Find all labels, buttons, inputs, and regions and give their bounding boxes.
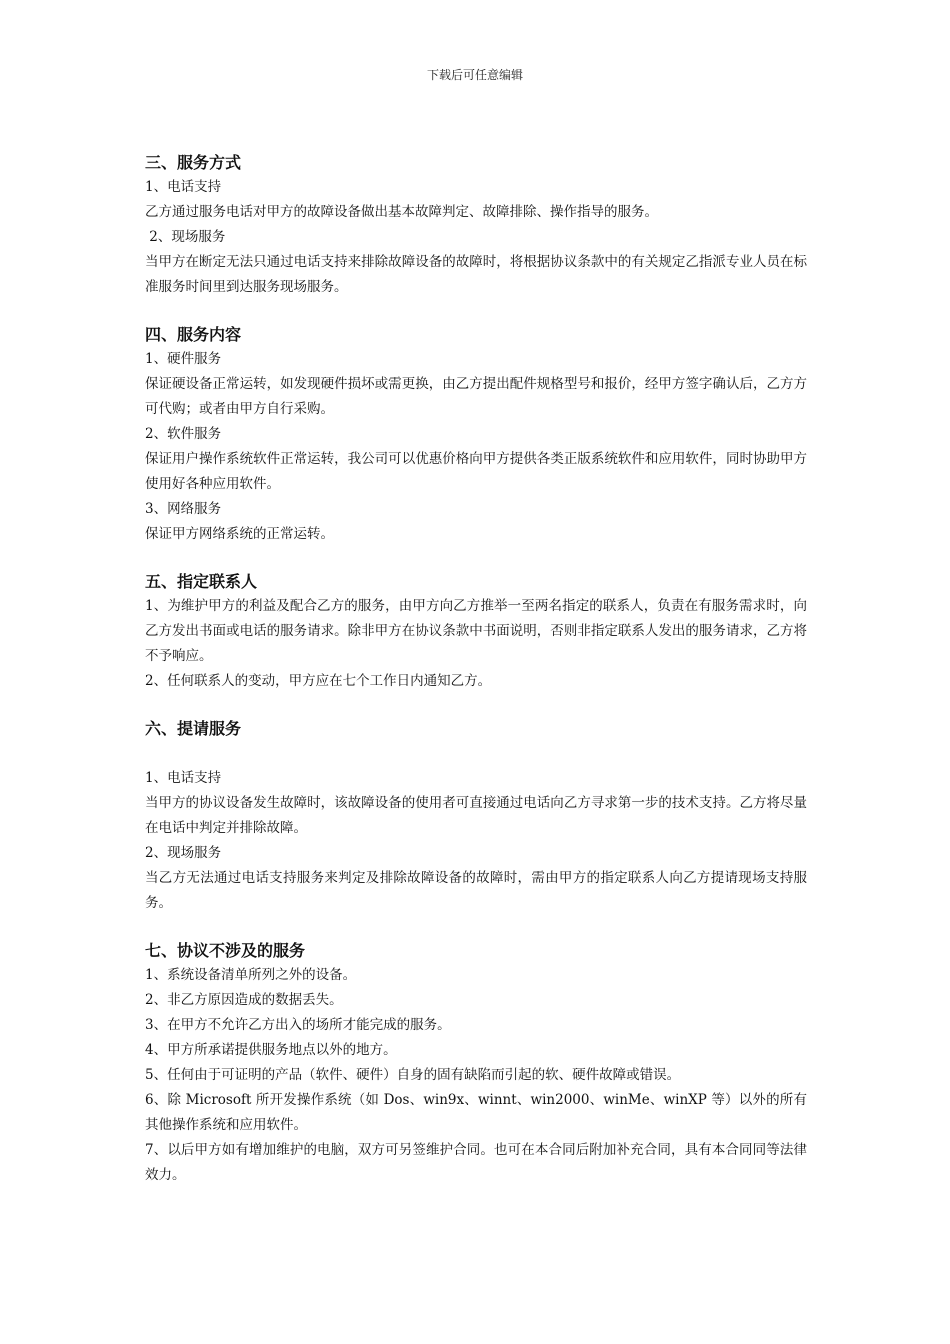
paragraph: 3、在甲方不允许乙方出入的场所才能完成的服务。 [145,1017,451,1033]
section-title: 三、服务方式 [145,153,242,172]
paragraph: 当甲方的协议设备发生故障时，该故障设备的使用者可直接通过电话向乙方寻求第一步的技术支持。乙方将尽量在电话中判定并排除故障。 [145,795,807,836]
paragraph: 6、除 Microsoft 所开发操作系统（如 Dos、win9x、winnt、win2000、winMe、winXP 等）以外的所有其他操作系统和应用软件。 [145,1092,807,1133]
paragraph: 1、为维护甲方的利益及配合乙方的服务，由甲方向乙方推举一至两名指定的联系人，负责在有服务需求时，向乙方发出书面或电话的服务请求。除非甲方在协议条款中书面说明，否则非指定联系人发出的服务请求，乙方将不予响应。 [145,598,807,664]
paragraph: 7、以后甲方如有增加维护的电脑，双方可另签维护合同。也可在本合同后附加补充合同，具有本合同同等法律效力。 [145,1142,807,1183]
section-title: 六、提请服务 [145,719,242,738]
paragraph: 保证用户操作系统软件正常运转，我公司可以优惠价格向甲方提供各类正版系统软件和应用软件，同时协助甲方使用好各种应用软件。 [145,451,807,492]
paragraph: 保证硬设备正常运转，如发现硬件损坏或需更换，由乙方提出配件规格型号和报价，经甲方签字确认后，乙方方可代购；或者由甲方自行采购。 [145,376,807,417]
paragraph: 1、电话支持 [145,179,222,195]
section-service-request [145,716,807,916]
paragraph: 2、任何联系人的变动，甲方应在七个工作日内通知乙方。 [145,673,492,689]
paragraph: 1、电话支持 [145,770,222,786]
page-header: 下载后可任意编辑 [426,68,523,82]
paragraph: 2、现场服务 [145,845,222,861]
paragraph: 当甲方在断定无法只通过电话支持来排除故障设备的故障时，将根据协议条款中的有关规定乙指派专业人员在标准服务时间里到达服务现场服务。 [145,254,807,295]
paragraph: 5、任何由于可证明的产品（软件、硬件）自身的固有缺陷而引起的软、硬件故障或错误。 [145,1067,681,1083]
paragraph: 1、系统设备清单所列之外的设备。 [145,967,357,983]
paragraph: 2、非乙方原因造成的数据丢失。 [145,992,343,1008]
section-title: 七、协议不涉及的服务 [145,941,306,960]
section-title: 四、服务内容 [145,325,242,344]
blank-line [145,741,807,766]
paragraph: 1、硬件服务 [145,351,222,367]
paragraph: 乙方通过服务电话对甲方的故障设备做出基本故障判定、故障排除、操作指导的服务。 [145,204,658,220]
section-service-content [145,322,807,547]
paragraph: 2、软件服务 [145,426,222,442]
paragraph: 2、现场服务 [145,229,226,245]
section-service-method [145,150,807,300]
section-excluded-services [145,938,807,1188]
paragraph: 3、网络服务 [145,501,222,517]
paragraph: 保证甲方网络系统的正常运转。 [145,526,334,542]
section-title: 五、指定联系人 [145,572,258,591]
paragraph: 4、甲方所承诺提供服务地点以外的地方。 [145,1042,397,1058]
document-body [145,150,807,1210]
section-designated-contact [145,569,807,694]
paragraph: 当乙方无法通过电话支持服务来判定及排除故障设备的故障时，需由甲方的指定联系人向乙方提请现场支持服务。 [145,870,807,911]
